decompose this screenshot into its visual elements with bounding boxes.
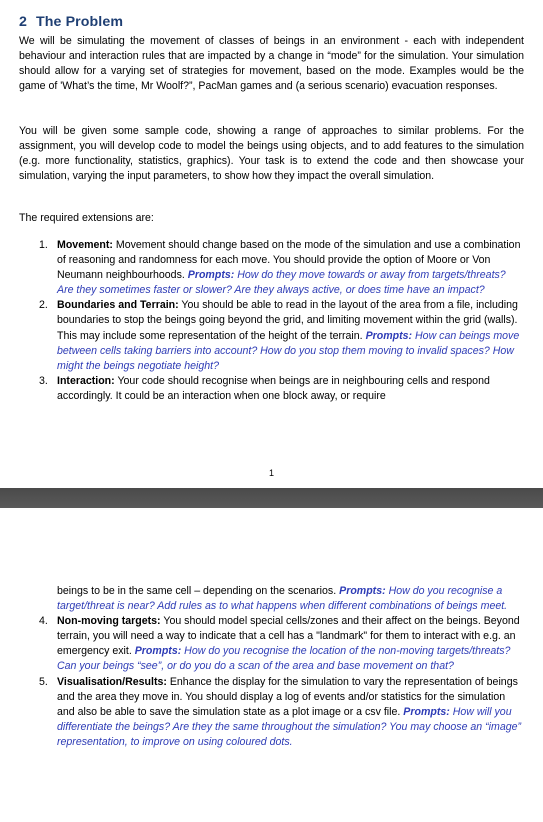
prompt: Prompts: How will you differentiate the beings? Are they the same throughout the simulation? You may choose an “image” representation, to improve on using coloured dots. xyxy=(57,705,522,748)
prompt: Prompts: How do you recognise the location of the non-moving targets/threats? Can your beings “see”, or do you do a scan of the area and base movement on that? xyxy=(57,645,511,673)
assignment-paragraph: You will be given some sample code, showing a range of approaches to similar problems. For the assignment, you will develop code to model the beings using objects, and to add features to the simulation (e.g. more functionality, statistics, graphics). Your task is to extend the code and then showcase your simulation, varying the input parameters, to show how they impact the overall simulation. xyxy=(19,125,524,183)
intro-paragraph: We will be simulating the movement of classes of beings in an environment - each with independent behaviour and interaction rules that are impacted by a change in “mode” for the simulation. Your simulation should allow for a varying set of strategies for movement, based on the mode. Examples would be the game of 'What’s the time, Mr Woolf?”, PacMan games and (a serious scenario) evacuation responses. xyxy=(19,35,524,93)
list-item: 4. Non-moving targets: You should model special cells/zones and their affect on the beings. Beyond terrain, you will need a way to indicate that a cell has a "landmark" for them to interact with e.g. an emergency exit. Prompts: How do you recognise the location of the non-moving targets/threats? Can your beings “see”, or do you do a scan of the area and base movement on that? xyxy=(39,615,520,673)
page-number: 1 xyxy=(268,468,274,478)
list-item: 1. Movement: Movement should change based on the mode of the simulation and use a combination of reasoning and randomness for each move. You should provide the option of Moore or Von Neumann neighbourhoods. Prompts: How do they move towards or away from targets/threats? Are they sometimes faster or slower? Are they always active, or does time have an impact? xyxy=(39,239,521,297)
list-item: 2. Boundaries and Terrain: You should be able to read in the layout of the area from a file, including boundaries to stop the beings going beyond the grid, and limiting movement within the grid (walls). This may include some representation of the height of the terrain. Prompts: How can beings move between cells taking barriers into account? How do you stop them moving to invalid spaces? How might the beings negotiate height? xyxy=(39,299,520,372)
prompt: Prompts: How do they move towards or away from targets/threats? Are they sometimes faster or slower? Are they always active, or does time have an impact? xyxy=(57,269,506,297)
list-item: 3. Interaction: Your code should recognise when beings are in neighbouring cells and respond accordingly. It could be an interaction when one block away, or require xyxy=(39,374,490,402)
extensions-list xyxy=(19,238,524,404)
list-item: 5. Visualisation/Results: Enhance the display for the simulation to vary the representation of beings and the area they move in. You should display a log of events and/or statistics for the simulation and also be able to save the simulation state as a plot image or a csv file. Prompts: How will you differentiate the beings? Are they the same throughout the simulation? You may choose an “image” representation, to improve on using coloured dots. xyxy=(39,675,522,748)
section-heading: 2 The Problem xyxy=(19,14,124,30)
list-item-continuation: beings to be in the same cell – depending on the scenarios. Prompts: How do you recognise a target/threat is near? Add rules as to what happens when different combinations of beings meet. xyxy=(57,585,508,613)
document-page-2 xyxy=(0,508,543,822)
prompt: Prompts: How can beings move between cells taking barriers into account? How do you stop them moving to invalid spaces? How might the beings negotiate height? xyxy=(57,329,520,372)
extensions-intro: The required extensions are: xyxy=(19,212,154,224)
page-separator xyxy=(0,488,543,508)
extensions-list-continued xyxy=(19,584,524,750)
prompt: Prompts: How do you recognise a target/threat is near? Add rules as to what happens when different combinations of beings meet. xyxy=(57,585,508,613)
